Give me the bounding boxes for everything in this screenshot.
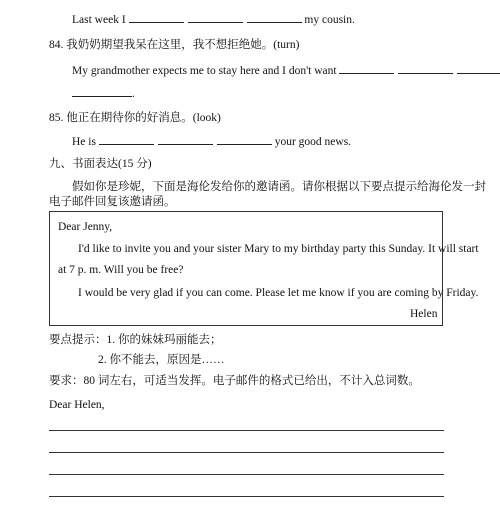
q84-sentence: [72, 63, 500, 78]
q85-sentence: [72, 134, 351, 149]
q84-chinese: 我奶奶期望我呆在这里，我不想拒绝她。(turn): [66, 39, 300, 51]
point-2: 2. 你不能去，原因是……: [98, 354, 225, 366]
q85-blank-2[interactable]: [158, 134, 213, 145]
writing-line-3[interactable]: [49, 474, 444, 475]
invitation-greeting: Dear Jenny,: [58, 221, 113, 233]
q84-blank-1[interactable]: [339, 63, 394, 74]
writing-line-1[interactable]: [49, 430, 444, 431]
q83-blank-1[interactable]: [129, 12, 184, 23]
q83-sentence: [72, 12, 355, 27]
reply-greeting: Dear Helen,: [49, 399, 105, 411]
writing-line-2[interactable]: [49, 452, 444, 453]
section-intro-line1: 假如你是珍妮，下面是海伦发给你的邀请函。请你根据以下要点提示给海伦发一封: [72, 181, 486, 193]
invitation-line1: I'd like to invite you and your sister Mary to my birthday party this Sunday. It will start: [78, 243, 479, 255]
q84-prompt: [49, 38, 299, 52]
section-heading: 九、书面表达(15 分): [49, 158, 152, 170]
q83-prefix: Last week I: [72, 14, 126, 26]
writing-line-4[interactable]: [49, 496, 444, 497]
q84-number: 84.: [49, 39, 64, 51]
points-row-1: [49, 333, 222, 347]
q84-prefix: My grandmother expects me to stay here and I don't want: [72, 65, 337, 77]
q85-chinese: 他正在期待你的好消息。(look): [66, 112, 221, 124]
q85-prefix: He is: [72, 136, 96, 148]
q83-suffix: my cousin.: [304, 14, 355, 26]
invitation-line3: I would be very glad if you can come. Please let me know if you are coming by Friday.: [78, 287, 479, 299]
q84-sentence-cont: [72, 86, 135, 101]
q84-blank-4[interactable]: [72, 86, 132, 97]
q85-number: 85.: [49, 112, 64, 124]
q84-blank-3[interactable]: [457, 63, 500, 74]
points-label: 要点提示：: [49, 334, 107, 346]
q83-blank-3[interactable]: [247, 12, 302, 23]
invitation-signature: Helen: [410, 308, 438, 320]
q84-suffix: .: [132, 88, 135, 100]
q83-blank-2[interactable]: [188, 12, 243, 23]
point-1: 1. 你的妹妹玛丽能去；: [106, 334, 222, 346]
section-intro-line2: 电子邮件回复该邀请函。: [49, 196, 176, 208]
requirements: 要求：80 词左右，可适当发挥。电子邮件的格式已给出，不计入总词数。: [49, 375, 420, 387]
q84-blank-2[interactable]: [398, 63, 453, 74]
q85-suffix: your good news.: [274, 136, 352, 148]
invitation-line2: at 7 p. m. Will you be free?: [58, 264, 184, 276]
q85-blank-3[interactable]: [217, 134, 272, 145]
q85-blank-1[interactable]: [99, 134, 154, 145]
q85-prompt: [49, 111, 221, 125]
